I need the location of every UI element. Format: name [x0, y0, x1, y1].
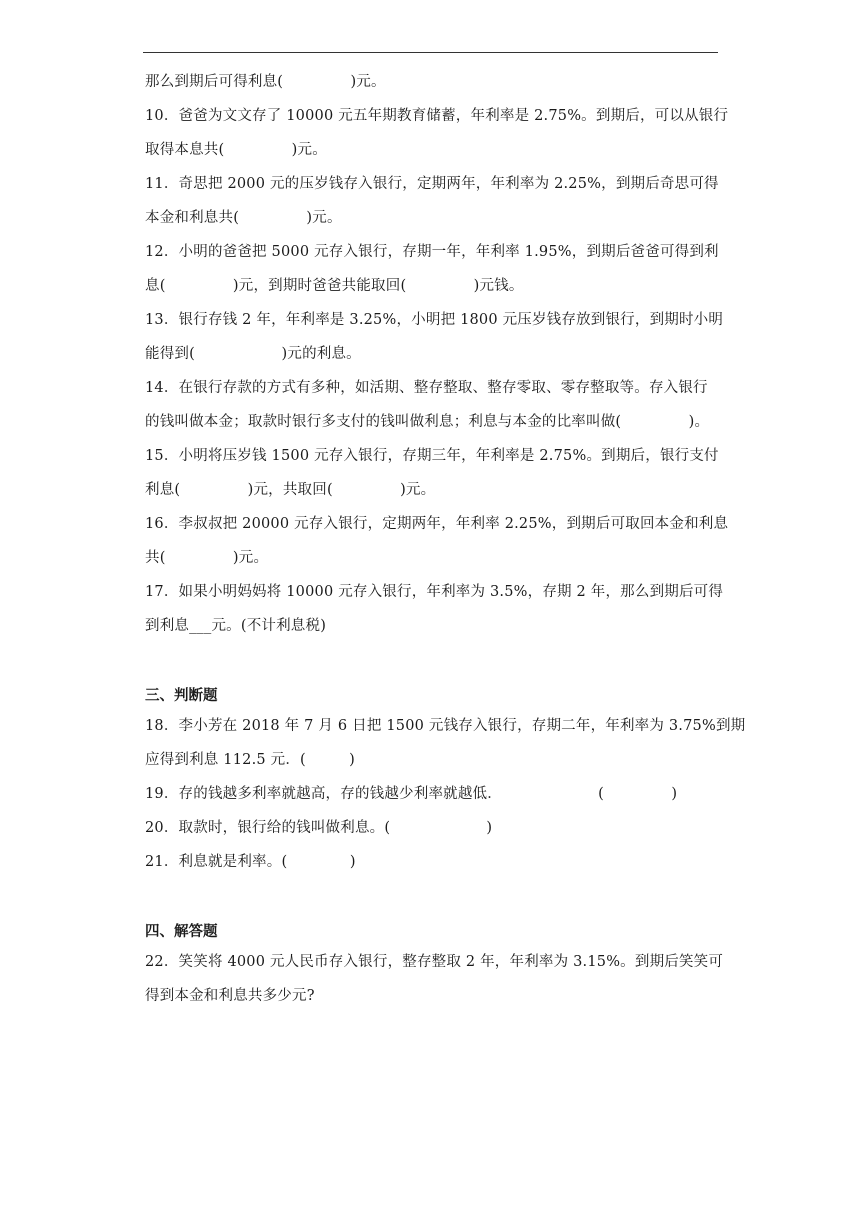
q22-line1: 22．笑笑将 4000 元人民币存入银行，整存整取 2 年，年利率为 3.15%。到期后笑笑可 [145, 954, 724, 970]
q11-line2: 本金和利息共( )元。 [145, 210, 342, 226]
q17-line2: 到利息___元。(不计利息税) [145, 618, 327, 634]
q18-line2: 应得到利息 112.5 元．( ) [145, 752, 356, 768]
q14-line2: 的钱叫做本金；取款时银行多支付的钱叫做利息；利息与本金的比率叫做( )。 [145, 414, 710, 430]
q15-line1: 15．小明将压岁钱 1500 元存入银行，存期三年，年利率是 2.75%。到期后，银行支付 [145, 448, 719, 464]
q19-line: 19．存的钱越多利率就越高，存的钱越少利率就越低． ( ) [145, 786, 678, 802]
q12-line1: 12．小明的爸爸把 5000 元存入银行，存期一年，年利率 1.95%，到期后爸爸可得到利 [145, 244, 719, 260]
q12-line2: 息( )元，到期时爸爸共能取回( )元钱。 [145, 278, 524, 294]
q20-line: 20．取款时，银行给的钱叫做利息。( ) [145, 820, 493, 836]
q11-line1: 11．奇思把 2000 元的压岁钱存入银行，定期两年，年利率为 2.25%，到期后奇思可得 [145, 176, 719, 192]
q10-line2: 取得本息共( )元。 [145, 142, 327, 158]
q14-line1: 14．在银行存款的方式有多种，如活期、整存整取、整存零取、零存整取等。存入银行 [145, 380, 708, 396]
header-rule [143, 52, 718, 53]
q10-line1: 10．爸爸为文文存了 10000 元五年期教育储蓄，年利率是 2.75%。到期后，可以从银行 [145, 108, 729, 124]
q17-line1: 17．如果小明妈妈将 10000 元存入银行，年利率为 3.5%，存期 2 年，那么到期后可得 [145, 584, 724, 600]
q13-line1: 13．银行存钱 2 年，年利率是 3.25%，小明把 1800 元压岁钱存放到银行，到期时小明 [145, 312, 724, 328]
q21-line: 21．利息就是利率。( ) [145, 854, 356, 870]
q16-line2: 共( )元。 [145, 550, 269, 566]
section3-heading: 三、判断题 [145, 688, 218, 704]
section4-heading: 四、解答题 [145, 924, 218, 940]
q15-line2: 利息( )元，共取回( )元。 [145, 482, 436, 498]
q16-line1: 16．李叔叔把 20000 元存入银行，定期两年，年利率 2.25%，到期后可取回本金和利息 [145, 516, 729, 532]
q22-line2: 得到本金和利息共多少元? [145, 988, 315, 1004]
q18-line1: 18．李小芳在 2018 年 7 月 6 日把 1500 元钱存入银行，存期二年，年利率为 3.75%到期 [145, 718, 746, 734]
q13-line2: 能得到( )元的利息。 [145, 346, 361, 362]
q9-answer-line: 那么到期后可得利息( )元。 [145, 74, 386, 90]
